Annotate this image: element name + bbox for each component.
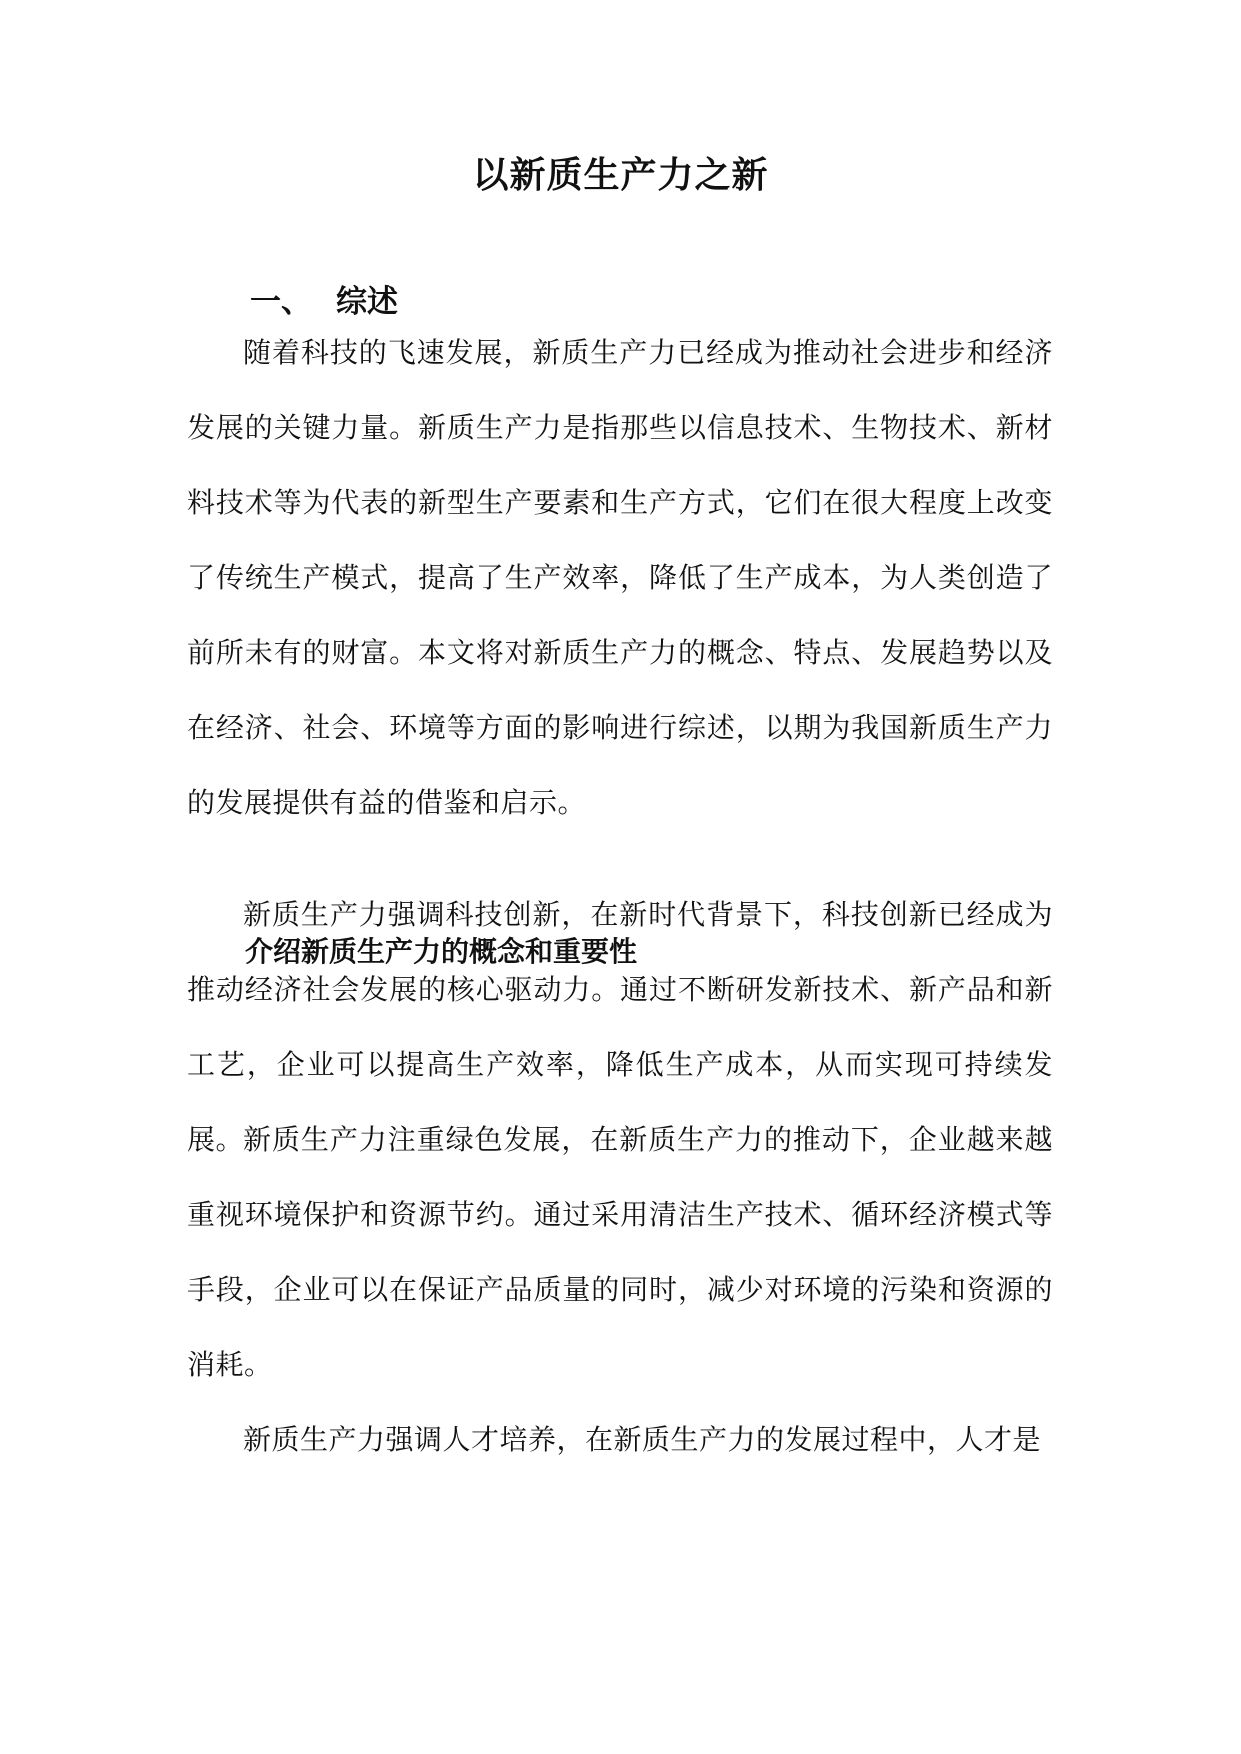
- paragraph-innovation: 新质生产力强调科技创新，在新时代背景下，科技创新已经成为推动经济社会发展的核心驱动力。通过不断研发新技术、新产品和新工艺，企业可以提高生产效率，降低生产成本，从而实现可持续发展。: [187, 898, 1053, 1156]
- subsection-heading: 介绍新质生产力的概念和重要性: [245, 935, 638, 968]
- paragraph-talent: 新质生产力强调人才培养，在新质生产力的发展过程中，人才是: [243, 1423, 1042, 1456]
- paragraph-green-development: 新质生产力注重绿色发展，在新质生产力的推动下，企业越来越重视环境保护和资源节约。通过采用清洁生产技术、循环经济模式等手段，企业可以在保证产品质量的同时，减少对环境的污染和资源的消耗。: [187, 1123, 1053, 1381]
- section-title: 综述: [336, 284, 398, 320]
- section-number: 一、: [250, 284, 312, 320]
- document-title: 以新质生产力之新: [472, 154, 769, 196]
- paragraph-overview: 随着科技的飞速发展，新质生产力已经成为推动社会进步和经济发展的关键力量。新质生产力是指那些以信息技术、生物技术、新材料技术等为代表的新型生产要素和生产方式，它们在很大程度上改变了传统生产模式，提高了生产效率，降低了生产成本，为人类创造了前所未有的财富。本文将对新质生产力的概念、特点、发展趋势以及在经济、社会、环境等方面的影响进行综述，以期为我国新质生产力的发展提供有益的借鉴和启示。: [187, 336, 1053, 819]
